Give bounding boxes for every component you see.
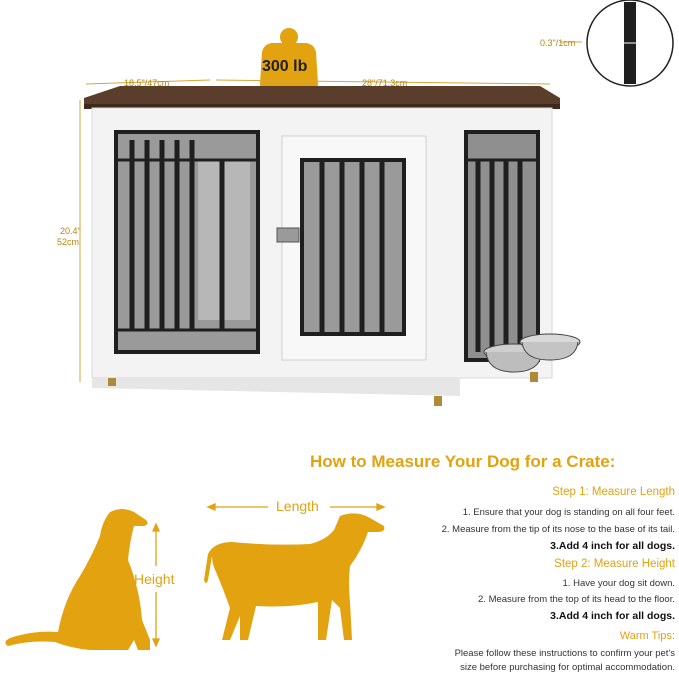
height-label: Height (134, 571, 175, 587)
standing-dog-icon (204, 513, 384, 640)
bar-detail-icon (587, 0, 673, 86)
step2-item: 1. Have your dog sit down. (562, 578, 675, 589)
crate-top (84, 86, 560, 106)
tips-line: Please follow these instructions to confirm your pet's (454, 648, 675, 659)
step1-item: 2. Measure from the tip of its nose to the base of its tail. (441, 524, 675, 535)
depth-dimension: 18.5"/47cm (124, 78, 170, 88)
step2-item: 3.Add 4 inch for all dogs. (550, 610, 675, 622)
crate-side-window (466, 132, 538, 360)
tips-title: Warm Tips: (619, 630, 675, 642)
step1-item: 3.Add 4 inch for all dogs. (550, 540, 675, 552)
dog-diagram (0, 490, 400, 676)
crate-left-window (116, 132, 258, 352)
door-latch-icon (277, 228, 299, 242)
bar-dimension: 0.3"/1cm (540, 38, 576, 48)
step1-title: Step 1: Measure Length (552, 486, 675, 498)
height-dimension-in: 20.4" (60, 226, 81, 236)
guide-title: How to Measure Your Dog for a Crate: (310, 452, 616, 471)
step2-item: 2. Measure from the top of its head to the floor. (478, 594, 675, 605)
weight-badge: 300 lb (262, 58, 308, 75)
length-label: Length (276, 498, 319, 514)
sitting-dog-icon (5, 509, 150, 650)
tips-line: size before purchasing for optimal accommodation. (460, 662, 675, 673)
height-dimension-cm: 52cm (57, 237, 80, 247)
step1-item: 1. Ensure that your dog is standing on all four feet. (462, 507, 675, 518)
width-dimension: 28"/71.3cm (362, 78, 408, 88)
step2-title: Step 2: Measure Height (554, 558, 675, 570)
